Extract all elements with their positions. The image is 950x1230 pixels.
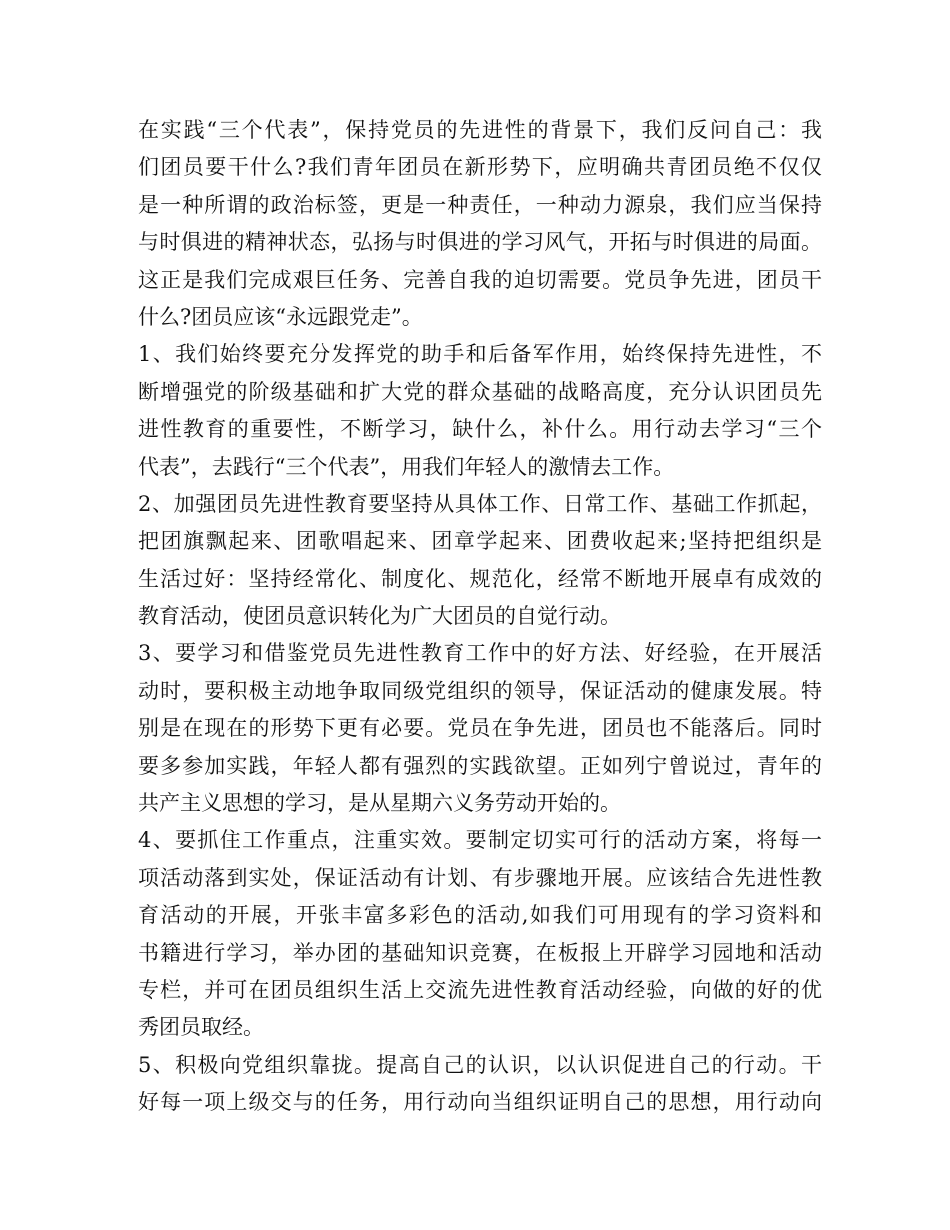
text-line: 生活过好：坚持经常化、制度化、规范化，经常不断地开展卓有成效的 [138,566,822,591]
text-line: 代表”，去践行“三个代表”，用我们年轻人的激情去工作。 [138,454,675,479]
text-line: 把团旗飘起来、团歌唱起来、团章学起来、团费收起来;坚持把组织是 [138,529,822,554]
text-line: 育活动的开展，开张丰富多彩色的活动,如我们可用现有的学习资料和 [138,903,822,928]
text-line: 要多参加实践，年轻人都有强烈的实践欲望。正如列宁曾说过，青年的 [138,753,822,778]
text-line: 是一种所谓的政治标签，更是一种责任，一种动力源泉，我们应当保持 [138,192,822,217]
text-line: 5、积极向党组织靠拢。提高自己的认识，以认识促进自己的行动。干 [138,1052,822,1077]
text-line: 秀团员取经。 [138,1015,264,1040]
text-line: 好每一项上级交与的任务，用行动向当组织证明自己的思想，用行动向 [138,1090,822,1115]
text-line: 在实践“三个代表”，保持党员的先进性的背景下，我们反问自己：我 [138,118,822,142]
text-line: 这正是我们完成艰巨任务、完善自我的迫切需要。党员争先进，团员干 [138,267,822,292]
text-line: 动时，要积极主动地争取同级党组织的领导，保证活动的健康发展。特 [138,678,822,703]
text-line: 们团员要干什么?我们青年团员在新形势下，应明确共青团员绝不仅仅 [138,155,822,180]
text-line: 2、加强团员先进性教育要坚持从具体工作、日常工作、基础工作抓起， [138,491,822,516]
text-line: 什么?团员应该“永远跟党走”。 [138,304,423,329]
text-line: 断增强党的阶级基础和扩大党的群众基础的战略高度，充分认识团员先 [138,379,822,404]
text-line: 3、要学习和借鉴党员先进性教育工作中的好方法、好经验，在开展活 [138,641,822,666]
text-line: 项活动落到实处，保证活动有计划、有步骤地开展。应该结合先进性教 [138,865,822,890]
text-line: 共产主义思想的学习，是从星期六义务劳动开始的。 [138,791,621,816]
text-line: 4、要抓住工作重点，注重实效。要制定切实可行的活动方案，将每一 [138,828,822,853]
text-line: 别是在现在的形势下更有必要。党员在争先进，团员也不能落后。同时 [138,716,822,741]
text-line: 1、我们始终要充分发挥党的助手和后备军作用，始终保持先进性，不 [138,342,822,367]
text-line: 与时俱进的精神状态，弘扬与时俱进的学习风气，开拓与时俱进的局面。 [138,230,822,255]
text-line: 教育活动，使团员意识转化为广大团员的自觉行动。 [138,604,621,629]
text-line: 书籍进行学习，举办团的基础知识竞赛，在板报上开辟学习园地和活动 [138,940,822,965]
document-page [138,112,822,1122]
text-line: 专栏，并可在团员组织生活上交流先进性教育活动经验，向做的好的优 [138,977,822,1002]
text-line: 进性教育的重要性，不断学习，缺什么，补什么。用行动去学习“三个 [138,417,822,442]
